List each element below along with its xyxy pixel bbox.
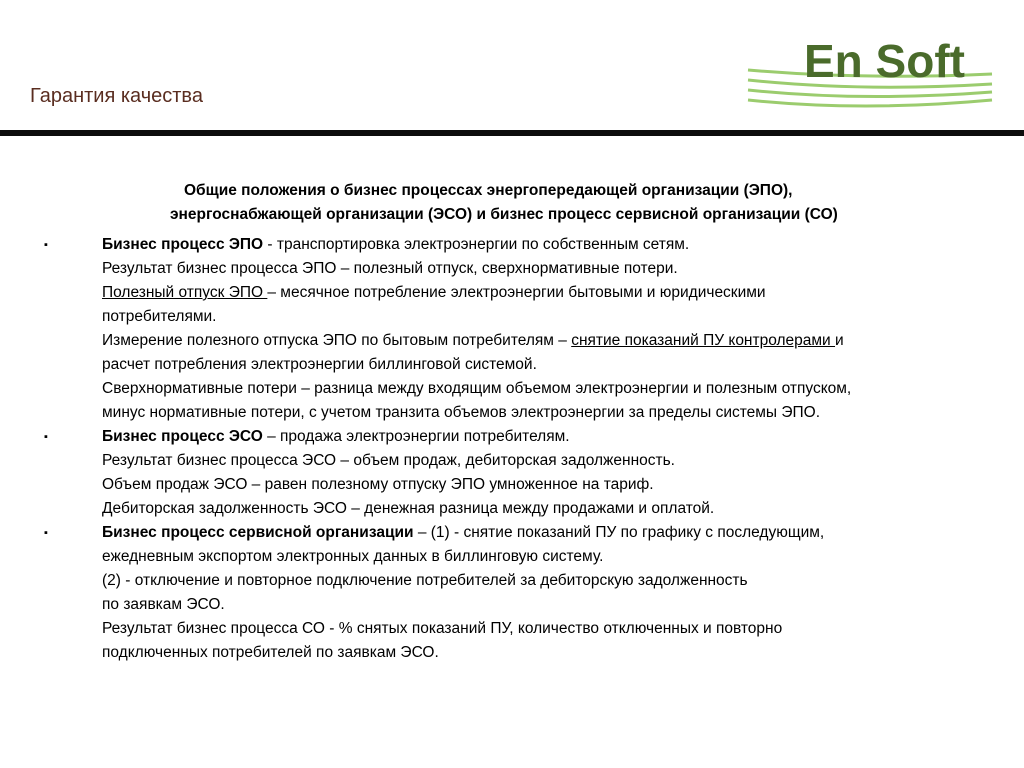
item-line: Сверхнормативные потери – разница между входящим объемом электроэнергии и полезным отпуском, — [102, 380, 852, 397]
item-line — [0, 281, 1024, 305]
section-heading — [150, 179, 950, 227]
item-line: Результат бизнес процесса ЭСО – объем продаж, дебиторская задолженность. — [102, 452, 675, 469]
item-text: Измерение полезного отпуска ЭПО по бытовым потребителям – — [102, 332, 572, 349]
company-logo — [742, 36, 1004, 114]
item-line: потребителями. — [102, 308, 217, 325]
item-line: Дебиторская задолженность ЭСО – денежная разница между продажами и оплатой. — [102, 500, 715, 517]
bullet-list — [0, 233, 1024, 665]
heading-line-1: Общие положения о бизнес процессах энергопередающей организации (ЭПО), — [184, 182, 793, 199]
item-text: – месячное потребление электроэнергии бытовыми и юридическими — [267, 284, 766, 301]
item-line — [0, 425, 1024, 449]
item-line: ежедневным экспортом электронных данных в биллинговую систему. — [102, 548, 604, 565]
bullet-icon: ▪ — [44, 527, 48, 539]
item-line — [0, 233, 1024, 257]
slide-title: Гарантия качества — [30, 85, 203, 107]
item-line: (2) - отключение и повторное подключение потребителей за дебиторскую задолженность — [102, 572, 748, 589]
item-line: Результат бизнес процесса ЭПО – полезный отпуск, сверхнормативные потери. — [102, 260, 678, 277]
heading-line-2: энергоснабжающей организации (ЭСО) и бизнес процесс сервисной организации (СО) — [170, 206, 838, 223]
item-text: – продажа электроэнергии потребителям. — [262, 428, 570, 445]
list-item-service-org — [0, 521, 1024, 665]
item-text: - транспортировка электроэнергии по собственным сетям. — [263, 236, 690, 253]
item-line: расчет потребления электроэнергии биллинговой системой. — [102, 356, 537, 373]
item-label: Бизнес процесс сервисной организации — [102, 524, 414, 541]
list-item-eso — [0, 425, 1024, 521]
item-line: по заявкам ЭСО. — [102, 596, 225, 613]
logo-text: En Soft — [804, 35, 965, 87]
item-line: минус нормативные потери, с учетом транзита объемов электроэнергии за пределы системы ЭПО. — [102, 404, 821, 421]
item-line: Объем продаж ЭСО – равен полезному отпуску ЭПО умноженное на тариф. — [102, 476, 654, 493]
bullet-icon: ▪ — [44, 239, 48, 251]
underlined-term: Полезный отпуск ЭПО — [102, 284, 268, 301]
item-label: Бизнес процесс ЭСО — [102, 428, 263, 445]
list-item-epo — [0, 233, 1024, 425]
header-divider — [0, 130, 1024, 136]
bullet-icon: ▪ — [44, 431, 48, 443]
item-line: подключенных потребителей по заявкам ЭСО. — [102, 644, 439, 661]
item-label: Бизнес процесс ЭПО — [102, 236, 264, 253]
item-line: Результат бизнес процесса СО - % снятых показаний ПУ, количество отключенных и повторно — [102, 620, 783, 637]
item-text: и — [835, 332, 844, 349]
item-text: – (1) - снятие показаний ПУ по графику с последующим, — [413, 524, 825, 541]
underlined-term: снятие показаний ПУ контролерами — [571, 332, 836, 349]
item-line — [0, 329, 1024, 353]
item-line — [0, 521, 1024, 545]
